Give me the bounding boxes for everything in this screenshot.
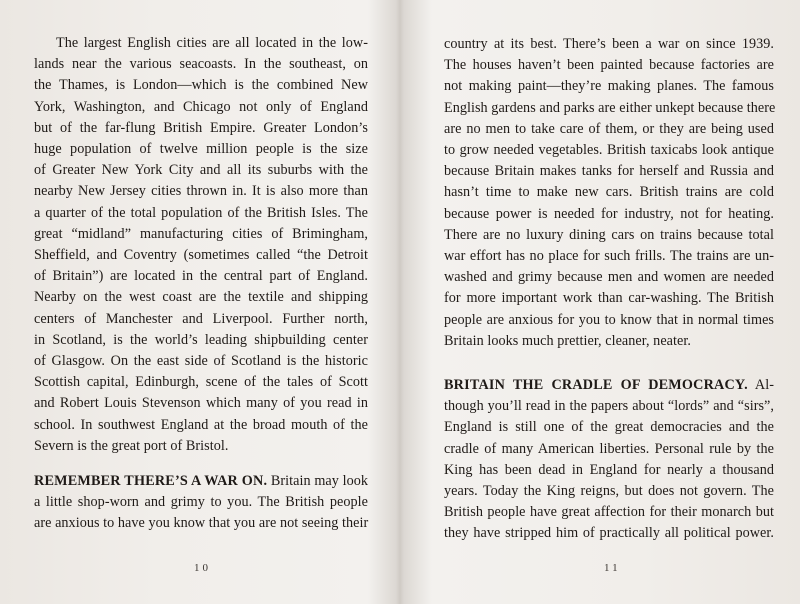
section-heading: BRITAIN THE CRADLE OF DEMOCRACY. <box>444 377 748 393</box>
text-line: country at its best. There’s been a war on since 1939. <box>444 36 774 52</box>
text-line: because power is needed for industry, not for heating. <box>444 205 774 222</box>
text-line: of Glasgow. On the east side of Scotland is the historic <box>34 353 368 370</box>
text-line: cradle of many American liberties. Personal rule by the <box>444 440 774 457</box>
page-number: 10 <box>194 562 211 574</box>
section-heading: REMEMBER THERE’S A WAR ON. <box>34 473 268 489</box>
text-line: the Thames, is London—which is the combined New <box>34 77 368 94</box>
text-line: to grow needed vegetables. British taxicabs look antique <box>444 142 774 159</box>
text-line: washed and grimy because men and women are needed <box>444 269 774 286</box>
text-line: Sheffield, and Coventry (sometimes called “the Detroit <box>34 247 368 264</box>
text-line: school. In southwest England at the broad mouth of the <box>34 416 368 433</box>
page-number: 11 <box>604 562 621 574</box>
text-line: of Britain”) are located in the central part of England. <box>34 268 368 285</box>
text-line: years. Today the King reigns, but does not govern. The <box>444 483 774 500</box>
text-line: for more important work than car-washing. The British <box>444 290 774 307</box>
text-line: Scottish capital, Edinburgh, scene of the tales of Scott <box>34 374 368 391</box>
text-line: Nearby on the west coast are the textile and shipping <box>34 289 368 306</box>
wartime-paragraph <box>444 34 774 352</box>
text-line: but of the far-flung British Empire. Greater London’s <box>34 119 368 136</box>
text-line: because Britain makes tanks for herself and Russia and <box>444 163 774 180</box>
text-line: lands near the various seacoasts. In the southeast, on <box>34 56 368 73</box>
text-line: great “midland” manufacturing cities of Brimingham, <box>34 225 368 242</box>
text-line: There are no luxury dining cars on trains because total <box>444 226 774 243</box>
text-line: The houses haven’t been painted because factories are <box>444 57 774 74</box>
text-fragment: Britain may look <box>267 473 368 489</box>
text-line <box>34 471 368 492</box>
text-line: English gardens and parks are either unkept because there <box>444 99 776 116</box>
text-line: are no men to take care of them, or they are being used <box>444 120 774 137</box>
text-line: centers of Manchester and Liverpool. Further north, <box>34 310 368 327</box>
democracy-paragraph <box>444 375 774 545</box>
text-line: a little shop-worn and grimy to you. The British people <box>34 494 368 511</box>
text-line: The largest English cities are all located in the low- <box>56 35 368 51</box>
text-line: York, Washington, and Chicago not only of England <box>34 98 368 115</box>
text-line: and Robert Louis Stevenson which many of you read in <box>34 395 368 412</box>
text-line: Severn is the great port of Bristol. <box>34 437 229 454</box>
text-line: though you’ll read in the papers about “lords” and “sirs”, <box>444 398 774 415</box>
cities-paragraph <box>34 33 368 457</box>
right-page <box>400 0 800 604</box>
text-line: huge population of twelve million people is the size <box>34 141 368 158</box>
text-line: of Greater New York City and all its suburbs with the <box>34 162 368 179</box>
war-paragraph <box>34 471 368 535</box>
text-line: not making paint—they’re making planes. The famous <box>444 78 774 95</box>
text-fragment: Al- <box>747 377 774 393</box>
text-line <box>444 375 774 396</box>
text-line: in Scotland, is the world’s leading shipbuilding center <box>34 331 368 348</box>
text-line: people are anxious for you to know that in normal times <box>444 311 774 328</box>
text-line: King has been dead in England for nearly a thousand <box>444 461 774 478</box>
text-line: hasn’t time to make new cars. British trains are cold <box>444 184 774 201</box>
text-line: British people have great affection for their monarch but <box>444 504 774 521</box>
text-line: Britain looks much prettier, cleaner, neater. <box>444 332 691 349</box>
text-line: nearby New Jersey cities thrown in. It is also more than <box>34 183 368 200</box>
text-line: war effort has no place for such frills. The trains are un- <box>444 248 774 265</box>
text-line: they have stripped him of practically all political power. <box>444 525 774 542</box>
text-line: a quarter of the total population of the British Isles. The <box>34 204 368 221</box>
text-line: are anxious to have you know that you are not seeing their <box>34 515 369 532</box>
text-line: England is still one of the great democracies and the <box>444 419 774 436</box>
